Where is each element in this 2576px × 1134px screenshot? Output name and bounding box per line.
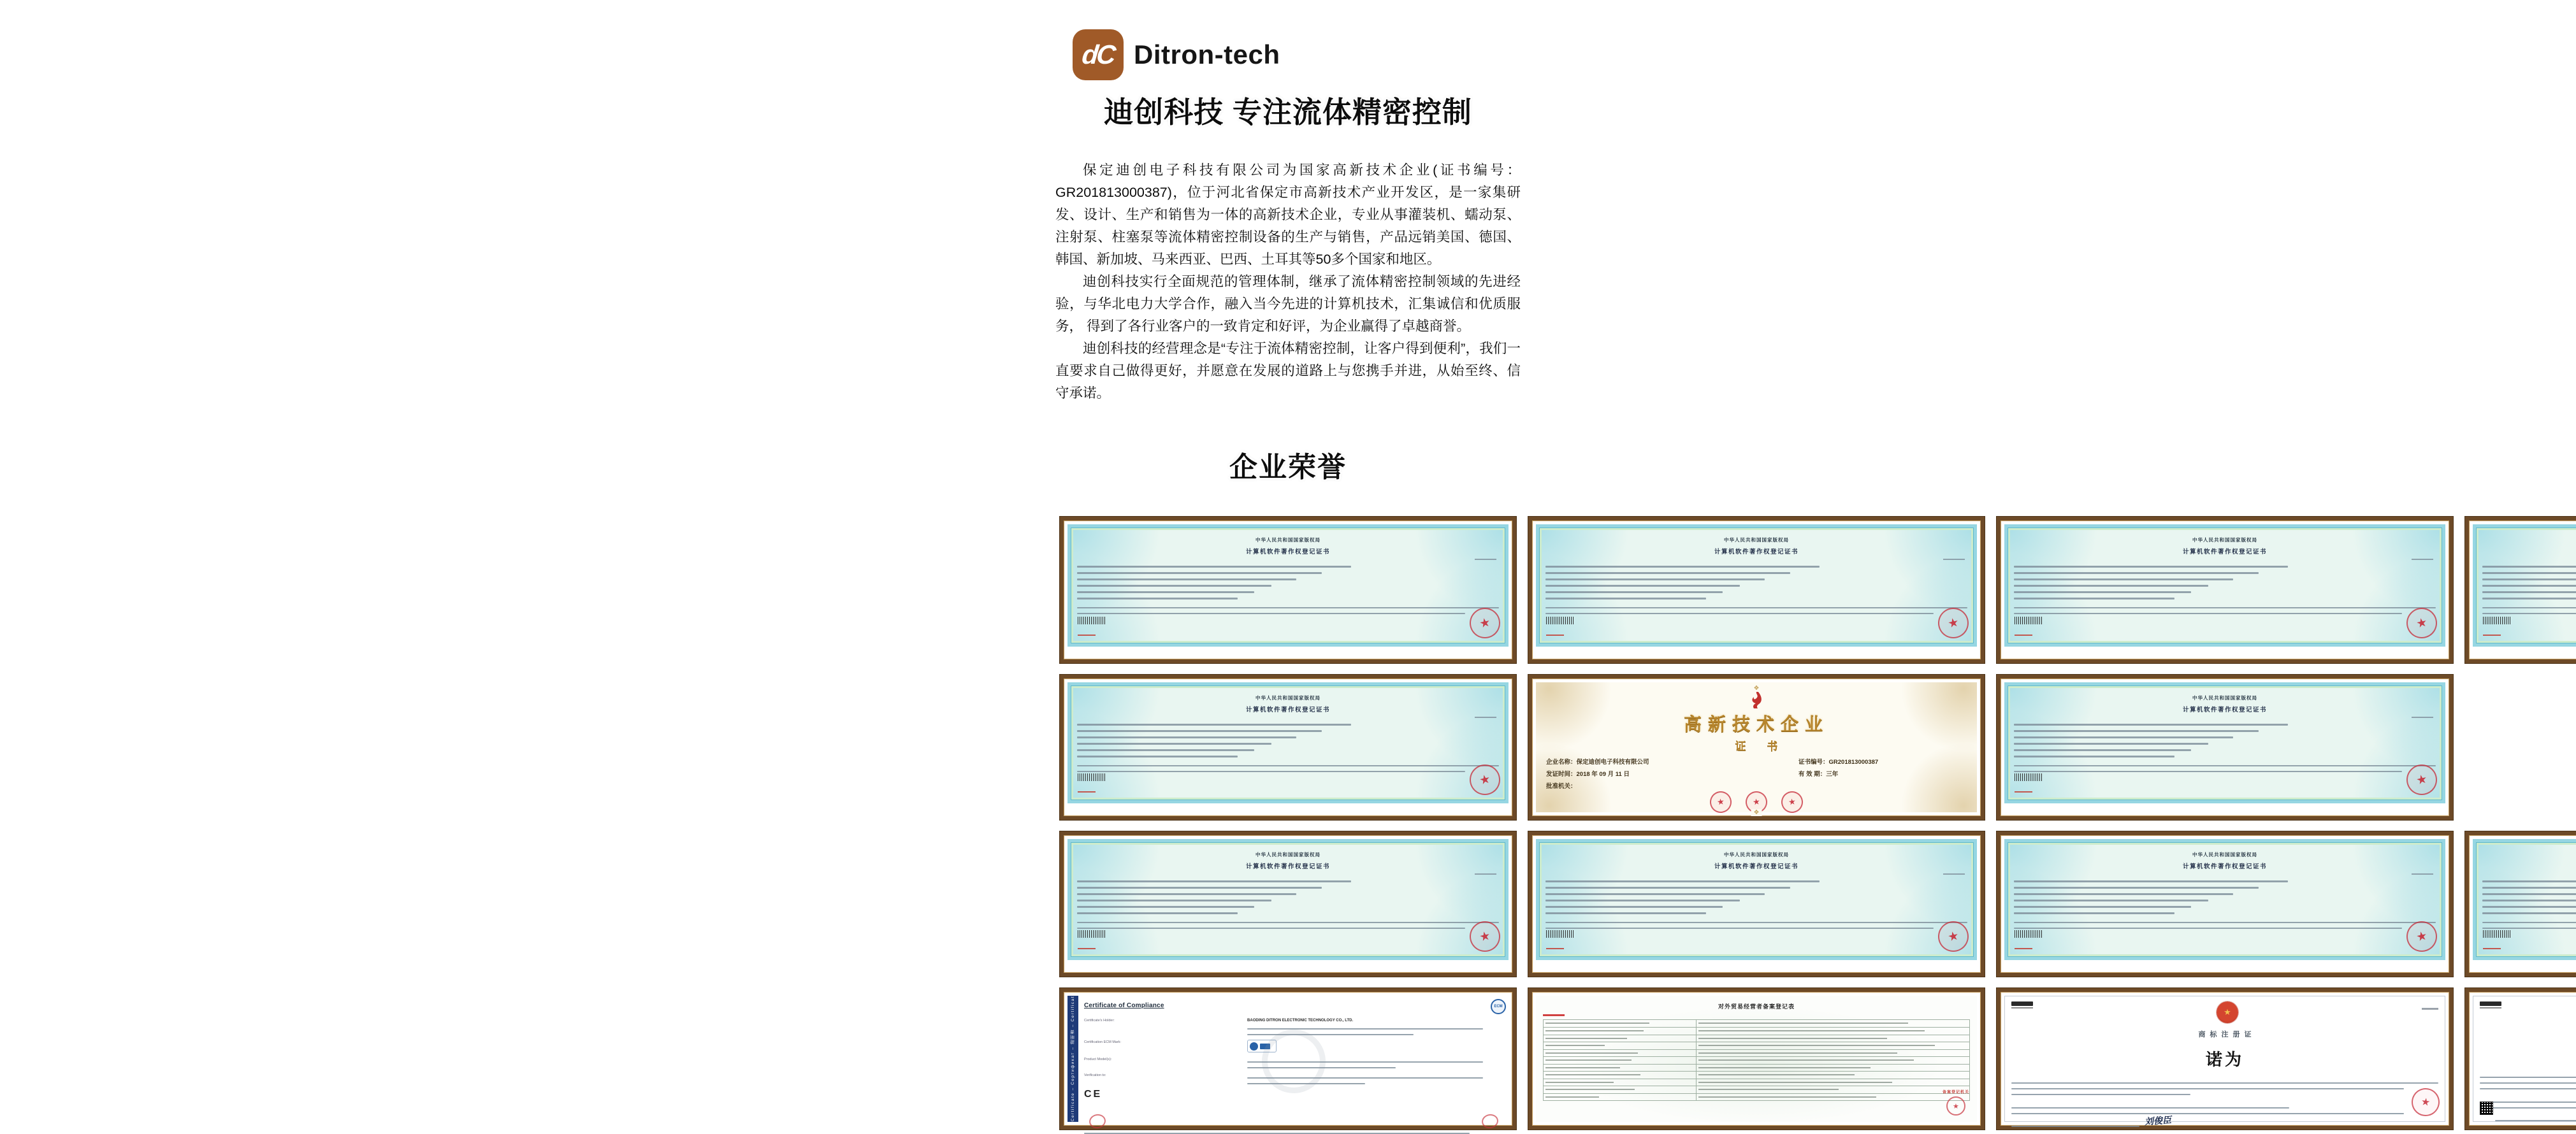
copyright-title: 计算机软件著作权登记证书: [1714, 549, 1798, 556]
copyright-authority: 中华人民共和国国家版权局: [2192, 537, 2257, 543]
copyright-title: 计算机软件著作权登记证书: [1714, 863, 1798, 870]
copyright-certificate-paper: [1067, 839, 1509, 960]
certificate-frame: [1060, 988, 1516, 1130]
certificate-number-line: [1475, 559, 1496, 560]
certificate-fields: [1077, 880, 1499, 914]
certificate-row-1: [1060, 517, 2267, 663]
honors-certificate-grid: [1060, 517, 2267, 1130]
certificate-fields: [2014, 724, 2436, 757]
trade-form-paper: [1536, 996, 1977, 1122]
holder-name: BAODING DITRON ELECTRONIC TECHNOLOGY CO., LTD.: [1247, 1019, 1354, 1023]
copyright-authority: [2482, 851, 2576, 858]
certificate-trademark-xindichuang: [2465, 988, 2576, 1130]
barcode: [2015, 617, 2043, 624]
ditron-logo-icon: [1073, 29, 1124, 80]
approver-field: 批准机关：: [1546, 783, 1577, 790]
ecm-side-band: [1067, 996, 1078, 1122]
registration-number: [2015, 635, 2032, 636]
trademark-name: 诺为: [2205, 1050, 2244, 1069]
registration-number: [2015, 948, 2032, 949]
copyright-authority: [2482, 536, 2576, 543]
certificate-software-copyright: [2465, 831, 2576, 977]
registrant-lines: [2480, 1097, 2576, 1109]
issued-field: 发证时间：2018 年 09 月 11 日: [1546, 771, 1630, 778]
certificate-fields: [1545, 566, 1967, 599]
registration-authority-label: 备案登记机关: [1942, 1091, 1969, 1095]
holder-row: Certificate's Holder: BAODING DITRON ELECTRONIC TECHNOLOGY CO., LTD.: [1084, 1018, 1503, 1035]
trademark-title: 商标注册证: [2198, 1031, 2256, 1038]
ce-mark: CE: [1084, 1089, 1103, 1100]
certificate-software-copyright: [1060, 675, 1516, 820]
red-stamp-icon: [1088, 1113, 1106, 1130]
product-row: Product Model(s):: [1084, 1057, 1503, 1068]
certificate-paragraph: [1077, 922, 1499, 929]
copyright-certificate-paper: [2473, 524, 2576, 647]
registration-number: [2483, 635, 2501, 636]
registration-number: [1078, 948, 1096, 949]
registration-number: [1546, 635, 1564, 636]
certificate-paragraph: [2014, 922, 2436, 929]
certificate-frame: [1528, 517, 1985, 663]
ecm-title: Certificate of Compliance: [1084, 1002, 1164, 1009]
copyright-title: 计算机软件著作权登记证书: [2182, 707, 2267, 714]
hightech-title: 高新技术企业: [1683, 714, 1829, 734]
copyright-certificate-paper: [1536, 524, 1977, 647]
copyright-authority: 中华人民共和国国家版权局: [1724, 537, 1789, 543]
trade-form-signoff: [1943, 1089, 1969, 1116]
certificate-frame: [1997, 517, 2453, 663]
certificate-number-line: [1943, 873, 1965, 875]
certificate-frame: [2465, 988, 2576, 1130]
certno-field: 证书编号：GR201813000387: [1798, 759, 1879, 766]
copyright-title: [2482, 547, 2576, 556]
certificate-software-copyright: [1997, 831, 2453, 977]
official-seal-icon: [1780, 790, 1804, 814]
verification-row: Verification to:: [1084, 1073, 1503, 1084]
copyright-certificate-paper: [2473, 839, 2576, 960]
ecm-side-text: Certificate – Сертификат – 證明書 – Certificat: [1071, 996, 1075, 1122]
trademark-office-logo-icon: [2011, 1001, 2033, 1008]
copyright-certificate-paper: [2004, 839, 2445, 960]
trademark-details: [2480, 1072, 2576, 1089]
certificate-paragraph: [1077, 607, 1499, 614]
certificate-fields: [1545, 880, 1967, 914]
trademark-title: [2480, 1029, 2576, 1039]
certificate-foreign-trade-registration: [1528, 988, 1985, 1130]
certificate-frame: [1528, 675, 1985, 820]
trade-form-table: [1543, 1019, 1970, 1102]
certificate-fields: [2482, 566, 2576, 599]
validity-field: 有 效 期：三年: [1798, 771, 1839, 778]
ecm-badge-icon: ECM: [1491, 999, 1506, 1014]
copyright-title: [2482, 861, 2576, 870]
hightech-subtitle: 证 书: [1735, 740, 1787, 752]
certificate-fields: [2014, 566, 2436, 599]
barcode: [1078, 773, 1106, 781]
hightech-fields: [1546, 757, 1967, 790]
site-header: [1036, 0, 1540, 80]
certificate-number-line: [2412, 559, 2433, 560]
barcode: [2483, 617, 2511, 624]
certificate-row-2: [1060, 675, 2267, 820]
barcode: [2483, 930, 2511, 938]
barcode: [1546, 930, 1574, 938]
trademark-certificate-paper: [2004, 996, 2445, 1128]
certificate-fields: [2014, 880, 2436, 914]
certificate-row-3: [1060, 831, 2267, 977]
certificate-paragraph: [1077, 765, 1499, 772]
certificate-paragraph: [1545, 922, 1967, 929]
logo-glyph: dC: [1080, 39, 1116, 69]
copyright-title: 计算机软件著作权登记证书: [1245, 549, 1330, 556]
certificate-frame: [1060, 675, 1516, 820]
official-seal-icon: [1709, 790, 1733, 814]
certificate-frame: [1997, 831, 2453, 977]
barcode: [2015, 773, 2043, 781]
copyright-certificate-paper: [1067, 524, 1509, 647]
certificate-number-line: [1943, 559, 1965, 560]
certificate-paragraph: [2482, 922, 2576, 929]
hero-title: 迪创科技 专注流体精密控制: [1104, 96, 1472, 129]
company-profile-page: [1036, 0, 2267, 1130]
red-stamp-icon: [1480, 1113, 1499, 1130]
commissioner-signature: 刘俊臣: [2144, 1116, 2172, 1128]
barcode: [1078, 930, 1106, 938]
copyright-certificate-paper: [1536, 839, 1977, 960]
certificate-frame: [1060, 517, 1516, 663]
certificate-paragraph: [2014, 765, 2436, 772]
certificate-frame: [1997, 988, 2453, 1130]
copyright-authority: 中华人民共和国国家版权局: [1255, 537, 1321, 543]
certificate-ecm-compliance: [1060, 988, 1516, 1130]
signature-row: [2480, 1109, 2576, 1124]
copyright-certificate-paper: [1067, 682, 1509, 803]
torch-flame-icon: [1748, 690, 1765, 709]
trademark-header: [2011, 1001, 2438, 1023]
certificate-software-copyright: [2465, 517, 2576, 663]
barcode: [1546, 617, 1574, 624]
trademark-office-logo-icon: [2480, 1001, 2501, 1008]
copyright-title: 计算机软件著作权登记证书: [2182, 549, 2267, 556]
signature-row: [2011, 1114, 2438, 1130]
registration-number: [1078, 635, 1096, 636]
certificate-software-copyright: [1997, 675, 2453, 820]
intro-paragraph-3: 迪创科技的经营理念是“专注于流体精密控制，让客户得到便利”，我们一直要求自己做得更好，并愿意在发展的道路上与您携手并进，从始至终、信守承诺。: [1055, 341, 1521, 401]
company-field: 企业名称：保定迪创电子科技有限公司: [1546, 759, 1649, 766]
ecm-certificate-body: [1078, 996, 1509, 1122]
registration-number: [1546, 948, 1564, 949]
certificate-fields: [1077, 724, 1499, 757]
company-intro: [1055, 159, 1521, 405]
trade-form-title: 对外贸易经营者备案登记表: [1718, 1003, 1795, 1010]
certificate-number-line: [2412, 873, 2433, 875]
copyright-authority: 中华人民共和国国家版权局: [1255, 695, 1321, 701]
certificate-paragraph: [1545, 607, 1967, 614]
trademark-certificate-paper: [2473, 996, 2576, 1122]
certificate-fields: [2482, 880, 2576, 914]
barcode: [1078, 617, 1106, 624]
copyright-title: 计算机软件著作权登记证书: [2182, 863, 2267, 870]
copyright-authority: 中华人民共和国国家版权局: [1724, 852, 1789, 858]
certificate-row-4: [1060, 988, 2256, 1130]
brand-name: Ditron-tech: [1134, 39, 1280, 69]
barcode: [2015, 930, 2043, 938]
copyright-authority: 中华人民共和国国家版权局: [1255, 852, 1321, 858]
registration-number: [2483, 948, 2501, 949]
hightech-certificate-paper: [1536, 682, 1977, 812]
registrant-lines: [2011, 1103, 2438, 1114]
trademark-header: [2480, 1001, 2576, 1023]
trademark-name: [2480, 1049, 2576, 1063]
honors-section-title: 企业荣誉: [1229, 452, 1347, 483]
certificate-software-copyright: [1060, 517, 1516, 663]
certificate-software-copyright: [1528, 831, 1985, 977]
national-emblem-icon: [2217, 1001, 2238, 1023]
copyright-certificate-paper: [2004, 524, 2445, 647]
certificate-paragraph: [2482, 607, 2576, 614]
intro-paragraph-1: 保定迪创电子科技有限公司为国家高新技术企业(证书编号：GR201813000387)，位于河北省保定市高新技术产业开发区，是一家集研发、设计、生产和销售为一体的高新技术企业，专业从事灌装机、蠕动泵、注射泵、柱塞泵等流体精密控制设备的生产与销售，产品远销美国、德国、韩国、新加坡、马来西亚、巴西、土耳其等50多个国家和地区。: [1055, 162, 1521, 267]
certificate-paragraph: [2014, 607, 2436, 614]
red-stamp-icon: [1946, 1096, 1965, 1116]
certificate-trademark-nuowei: [1997, 988, 2453, 1130]
mark-row: Certification ECM Mark:: [1084, 1040, 1503, 1052]
certificate-frame: [2465, 831, 2576, 977]
certificate-frame: [1528, 831, 1985, 977]
copyright-title: 计算机软件著作权登记证书: [1245, 707, 1330, 714]
certificate-software-copyright: [1528, 517, 1985, 663]
certificate-number-line: [1475, 873, 1496, 875]
signature-stamps: [1084, 1114, 1503, 1128]
certificate-hightech-enterprise: [1528, 675, 1985, 820]
trademark-number-line: [2422, 1008, 2438, 1010]
certificate-software-copyright: [1997, 517, 2453, 663]
trademark-details: [2011, 1078, 2438, 1095]
copyright-authority: 中华人民共和国国家版权局: [2192, 695, 2257, 701]
certificate-frame: [1060, 831, 1516, 977]
certificate-frame: [2465, 517, 2576, 663]
certificate-software-copyright: [1060, 831, 1516, 977]
ecm-footer: [1084, 1128, 1503, 1134]
certificate-number-line: [1475, 717, 1496, 718]
certificate-number-line: [2412, 717, 2433, 718]
registration-number: [2015, 791, 2032, 793]
intro-paragraph-2: 迪创科技实行全面规范的管理体制，继承了流体精密控制领域的先进经验，与华北电力大学合作，融入当今先进的计算机技术，汇集诚信和优质服务， 得到了各行业客户的一致肯定和好评，为企业赢得了卓越商誉。: [1055, 274, 1521, 334]
copyright-certificate-paper: [2004, 682, 2445, 803]
certificate-frame: [1528, 988, 1985, 1130]
copyright-authority: 中华人民共和国国家版权局: [2192, 852, 2257, 858]
certificate-frame: [1997, 675, 2453, 820]
registration-number: [1078, 791, 1096, 793]
copyright-title: 计算机软件著作权登记证书: [1245, 863, 1330, 870]
trade-form-serial: [1543, 1014, 1565, 1016]
certificate-fields: [1077, 566, 1499, 599]
qr-code-icon: [2480, 1102, 2493, 1115]
